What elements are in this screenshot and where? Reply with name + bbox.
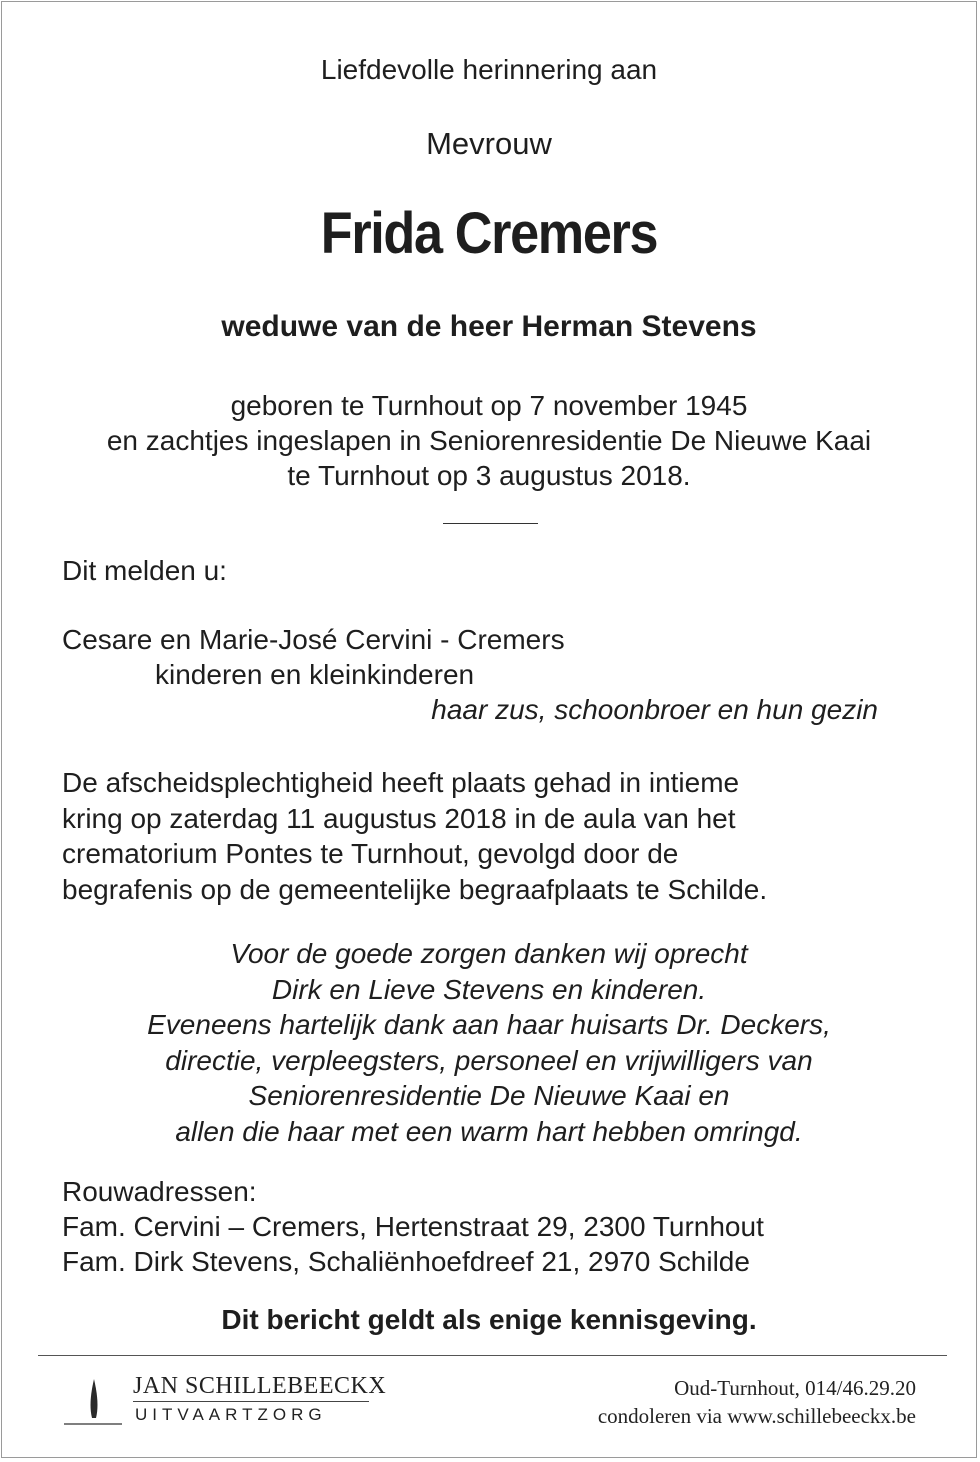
family-line-2: kinderen en kleinkinderen <box>155 659 475 690</box>
born-line: geboren te Turnhout op 7 november 1945 <box>230 390 748 421</box>
obituary-card <box>1 1 977 1458</box>
deceased-name: Frida Cremers <box>320 201 658 266</box>
thanks-text <box>2 936 976 1149</box>
honorific: Mevrouw <box>426 126 552 161</box>
footer-divider <box>38 1355 947 1356</box>
address-line: Fam. Cervini – Cremers, Hertenstraat 29, 2300 Turnhout <box>62 1211 764 1242</box>
addresses-heading: Rouwadressen: <box>62 1176 257 1207</box>
thanks-line: Dirk en Lieve Stevens en kinderen. <box>271 973 707 1005</box>
logo-divider <box>133 1401 369 1402</box>
condolence-link[interactable]: condoleren via www.schillebeeckx.be <box>597 1404 916 1428</box>
notice-text: Dit bericht geldt als enige kennisgeving. <box>221 1304 757 1335</box>
died-place-line: te Turnhout op 3 augustus 2018. <box>287 460 691 491</box>
family-line-3: haar zus, schoonbroer en hun gezin <box>431 694 878 725</box>
thanks-line: Eveneens hartelijk dank aan haar huisarts Dr. Deckers, <box>147 1009 831 1040</box>
thanks-line: allen die haar met een warm hart hebben omringd. <box>175 1115 803 1147</box>
address-line: Fam. Dirk Stevens, Schaliënhoefdreef 21, 2970 Schilde <box>62 1246 750 1277</box>
funeral-home-name: JAN SCHILLEBEECKX <box>133 1373 387 1399</box>
birth-death-info <box>2 388 976 493</box>
thanks-line: Voor de goede zorgen danken wij oprecht <box>230 938 748 969</box>
funeral-home-subtitle: UITVAARTZORG <box>135 1405 327 1424</box>
ceremony-text <box>62 765 767 907</box>
ceremony-line: crematorium Pontes te Turnhout, gevolgd door de <box>62 838 679 869</box>
announcement: Dit melden u: <box>62 555 227 586</box>
ceremony-line: De afscheidsplechtigheid heeft plaats gehad in intieme <box>62 767 740 798</box>
intro-text: Liefdevolle herinnering aan <box>320 54 658 85</box>
divider-short <box>443 523 538 524</box>
mourning-addresses <box>62 1174 764 1279</box>
ceremony-line: kring op zaterdag 11 augustus 2018 in de aula van het <box>62 802 736 834</box>
widow-of: weduwe van de heer Herman Stevens <box>221 310 757 343</box>
ceremony-line: begrafenis op de gemeentelijke begraafplaats te Schilde. <box>62 873 768 905</box>
thanks-line: Seniorenresidentie De Nieuwe Kaai en <box>248 1080 730 1111</box>
thanks-line: directie, verpleegsters, personeel en vrijwilligers van <box>165 1044 813 1076</box>
contact-phone: Oud-Turnhout, 014/46.29.20 <box>674 1376 916 1400</box>
died-line: en zachtjes ingeslapen in Seniorenresidentie De Nieuwe Kaai <box>106 425 872 456</box>
family-line-1: Cesare en Marie-José Cervini - Cremers <box>62 624 565 655</box>
